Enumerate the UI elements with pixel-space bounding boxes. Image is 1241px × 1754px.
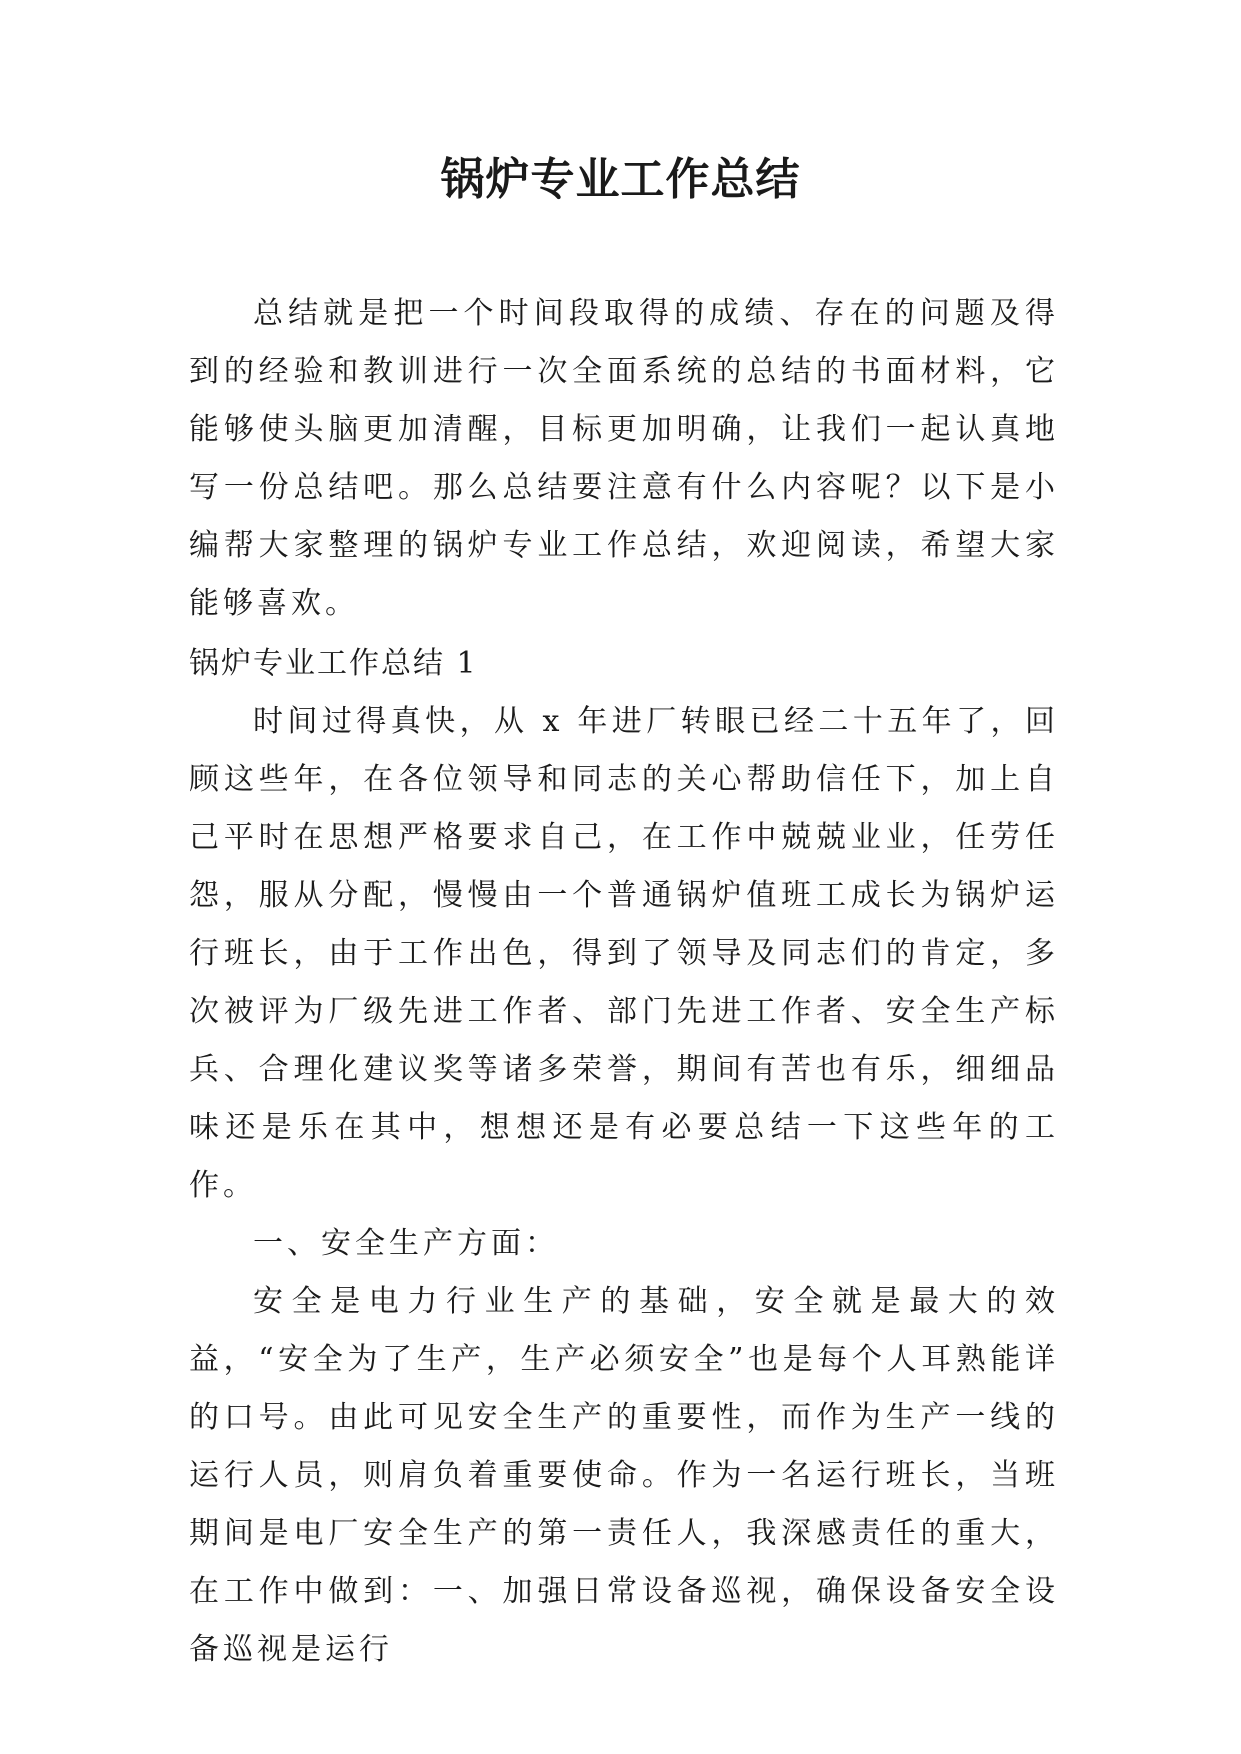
body-paragraph: 安全是电力行业生产的基础，安全就是最大的效益，“安全为了生产，生产必须安全”也是每个人耳熟能详的口号。由此可见安全生产的重要性，而作为生产一线的运行人员，则肩负着重要使命。作为一名运行班长，当班期间是电厂安全生产的第一责任人，我深感责任的重大，在工作中做到：一、加强日常设备巡视，确保设备安全设备巡视是运行: [189, 1284, 1059, 1667]
intro-block: [189, 285, 1059, 633]
intro-paragraph: 总结就是把一个时间段取得的成绩、存在的问题及得到的经验和教训进行一次全面系统的总结的书面材料，它能够使头脑更加清醒，目标更加明确，让我们一起认真地写一份总结吧。那么总结要注意有什么内容呢？以下是小编帮大家整理的锅炉专业工作总结，欢迎阅读，希望大家能够喜欢。: [189, 296, 1059, 621]
section-title: 锅炉专业工作总结 1: [189, 646, 478, 681]
body-paragraph: 时间过得真快，从 x 年进厂转眼已经二十五年了，回顾这些年，在各位领导和同志的关心帮助信任下，加上自己平时在思想严格要求自己，在工作中兢兢业业，任劳任怨，服从分配，慢慢由一个普通锅炉值班工成长为锅炉运行班长，由于工作出色，得到了领导及同志们的肯定，多次被评为厂级先进工作者、部门先进工作者、安全生产标兵、合理化建议奖等诸多荣誉，期间有苦也有乐，细细品味还是乐在其中，想想还是有必要总结一下这些年的工作。: [189, 704, 1059, 1203]
section-block: [189, 635, 1059, 1679]
document-title: 锅炉专业工作总结: [440, 154, 801, 205]
section-heading-safety: 一、安全生产方面：: [253, 1226, 559, 1261]
